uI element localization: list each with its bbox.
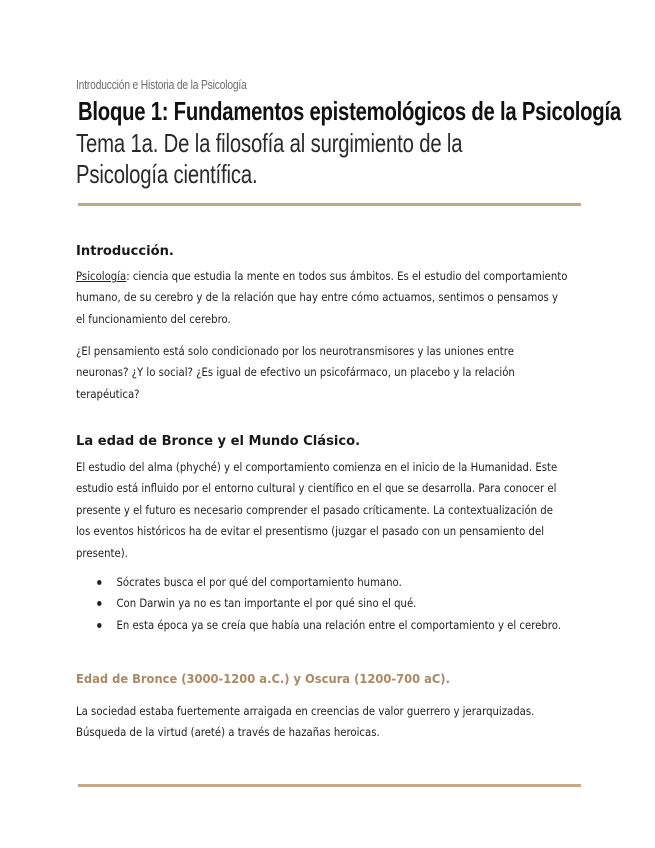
- list-item: Sócrates busca el por qué del comportamiento humano.: [76, 572, 569, 593]
- psychology-term: Psicología: [76, 269, 127, 283]
- intro-heading: Introducción.: [76, 243, 174, 259]
- course-kicker: Introducción e Historia de la Psicología: [76, 78, 247, 92]
- list-item: En esta época ya se creía que había una relación entre el comportamiento y el cerebro.: [76, 615, 569, 636]
- bronze-heading: La edad de Bronce y el Mundo Clásico.: [76, 433, 361, 449]
- bullet-icon: [97, 601, 101, 606]
- bronze-body: El estudio del alma (phyché) y el comportamiento comienza en el inicio de la Humanidad. Este estudio está influido por el entorno cultural y científico en el que se desarrolla. Para conocer el presente y el futuro es necesario comprender el pasado críticamente. La contextualización de los eventos históricos ha de evitar el presentismo (juzgar el pasado con un pensamiento del presente).: [76, 460, 558, 560]
- top-divider: [78, 203, 581, 206]
- intro-definition: [76, 266, 569, 330]
- list-item: Con Darwin ya no es tan importante el por qué sino el qué.: [76, 593, 569, 614]
- block-title: Bloque 1: Fundamentos epistemológicos de la Psicología: [78, 96, 621, 126]
- topic-subtitle: Tema 1a. De la filosofía al surgimiento de la Psicología científica.: [76, 128, 463, 189]
- bullet-icon: [97, 580, 101, 585]
- intro-question: ¿El pensamiento está solo condicionado por los neurotransmisores y las uniones entre neuronas? ¿Y lo social? ¿Es igual de efectivo un psicofármaco, un placebo y la relación terapéutica?: [76, 344, 515, 401]
- psychology-definition: : ciencia que estudia la mente en todos sus ámbitos. Es el estudio del comportamiento humano, de su cerebro y de la relación que hay entre cómo actuamos, sentimos o pensamos y el funcionamiento del cerebro.: [76, 269, 568, 326]
- bottom-divider: [78, 784, 581, 787]
- bronze-bullet-list: [76, 572, 569, 636]
- bronze-age-body: La sociedad estaba fuertemente arraigada en creencias de valor guerrero y jerarquizadas. Búsqueda de la virtud (areté) a través de hazañas heroicas.: [76, 704, 535, 740]
- bullet-icon: [97, 623, 101, 628]
- bronze-age-subheading: Edad de Bronce (3000-1200 a.C.) y Oscura (1200-700 aC).: [76, 671, 450, 686]
